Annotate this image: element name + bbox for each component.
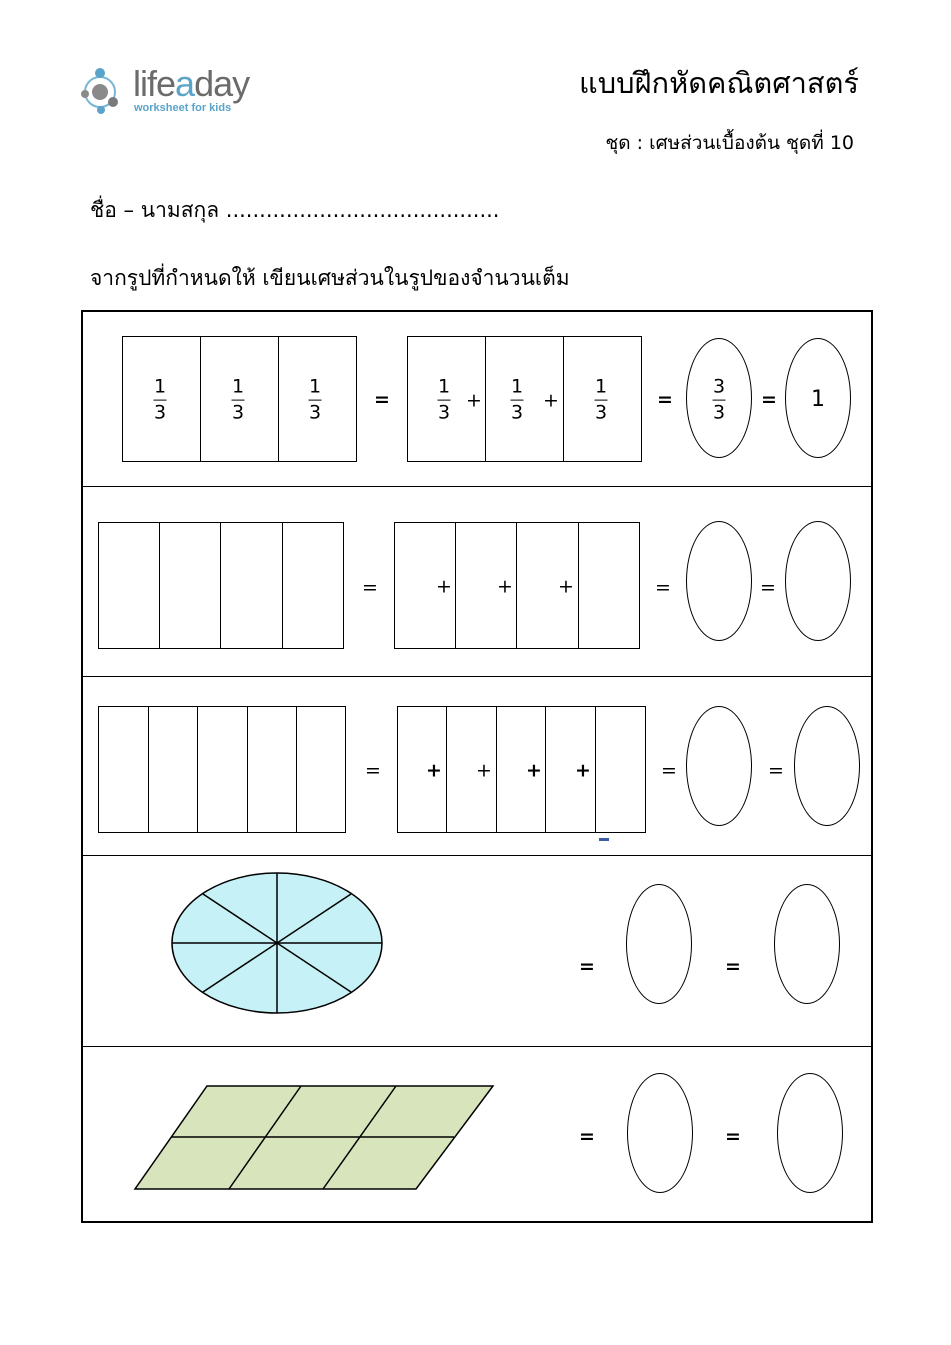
equals-sign: = [579,955,595,978]
parallelogram-sixths [130,1080,500,1196]
answer-oval-blank[interactable] [686,521,752,641]
cell-divider [578,522,579,649]
cell-divider [496,706,497,833]
row-divider [82,855,872,856]
bar-quarters [98,522,344,649]
fraction-one-third: 1 3 [437,375,451,424]
bar-fifths [98,706,346,833]
plus-sign: + [526,759,542,782]
plus-sign: + [543,389,559,412]
logo-wordmark-prefix: life [133,63,176,104]
answer-oval-blank[interactable] [626,884,692,1004]
cell-divider [197,706,198,833]
fraction-one-third: 1 3 [594,375,608,424]
fraction-three-thirds: 3 3 [712,375,726,424]
logo-icon [80,66,132,118]
plus-sign: + [436,575,452,598]
answer-oval-blank[interactable] [777,1073,843,1193]
cell-divider [247,706,248,833]
cell-divider [595,706,596,833]
equals-sign: = [657,388,673,411]
whole-number-answer: 1 [811,387,825,412]
cell-divider [446,706,447,833]
cell-divider [220,522,221,649]
cell-divider [282,522,283,649]
worksheet-subtitle: ชุด : เศษส่วนเบื้องต้น ชุดที่ 10 [605,132,854,154]
equals-sign: = [768,759,784,782]
answer-oval-blank[interactable] [794,706,860,826]
plus-sign: + [426,759,442,782]
logo-wordmark-accent: a [175,63,195,104]
answer-oval-blank[interactable] [774,884,840,1004]
row-divider [82,1046,872,1047]
answer-oval-blank[interactable] [686,706,752,826]
fraction-one-third: 1 3 [308,375,322,424]
cell-divider [200,336,201,462]
stray-mark [599,838,609,841]
cell-divider [296,706,297,833]
answer-oval-blank[interactable] [785,521,851,641]
cell-divider [278,336,279,462]
cell-divider [159,522,160,649]
equals-sign: = [655,576,671,599]
equals-sign: = [725,1125,741,1148]
sum-bar-quarters [394,522,640,649]
equals-sign: = [761,388,777,411]
logo-wordmark [133,63,250,104]
equals-sign: = [661,759,677,782]
plus-sign: + [466,389,482,412]
row-divider [82,486,872,487]
equals-sign: = [725,955,741,978]
fraction-one-third: 1 3 [153,375,167,424]
equals-sign: = [365,759,381,782]
fraction-one-third: 1 3 [510,375,524,424]
cell-divider [148,706,149,833]
equals-sign: = [760,576,776,599]
cell-divider [545,706,546,833]
plus-sign: + [575,759,591,782]
answer-oval-blank[interactable] [627,1073,693,1193]
cell-divider [516,522,517,649]
cell-divider [455,522,456,649]
logo-wordmark-suffix: day [194,63,250,104]
cell-divider [563,336,564,462]
row-divider [82,676,872,677]
cell-divider [485,336,486,462]
name-field[interactable]: ชื่อ – นามสกุล ......................................... [90,198,500,222]
page-title: แบบฝึกหัดคณิตศาสตร์ [579,66,859,100]
equals-sign: = [374,388,390,411]
instruction-text: จากรูปที่กำหนดให้ เขียนเศษส่วนในรูปของจำนวนเต็ม [90,266,570,290]
logo-tagline: worksheet for kids [134,102,232,114]
plus-sign: + [476,759,492,782]
equals-sign: = [362,576,378,599]
plus-sign: + [558,575,574,598]
fraction-one-third: 1 3 [231,375,245,424]
equals-sign: = [579,1125,595,1148]
circle-eighths [168,868,388,1018]
plus-sign: + [497,575,513,598]
